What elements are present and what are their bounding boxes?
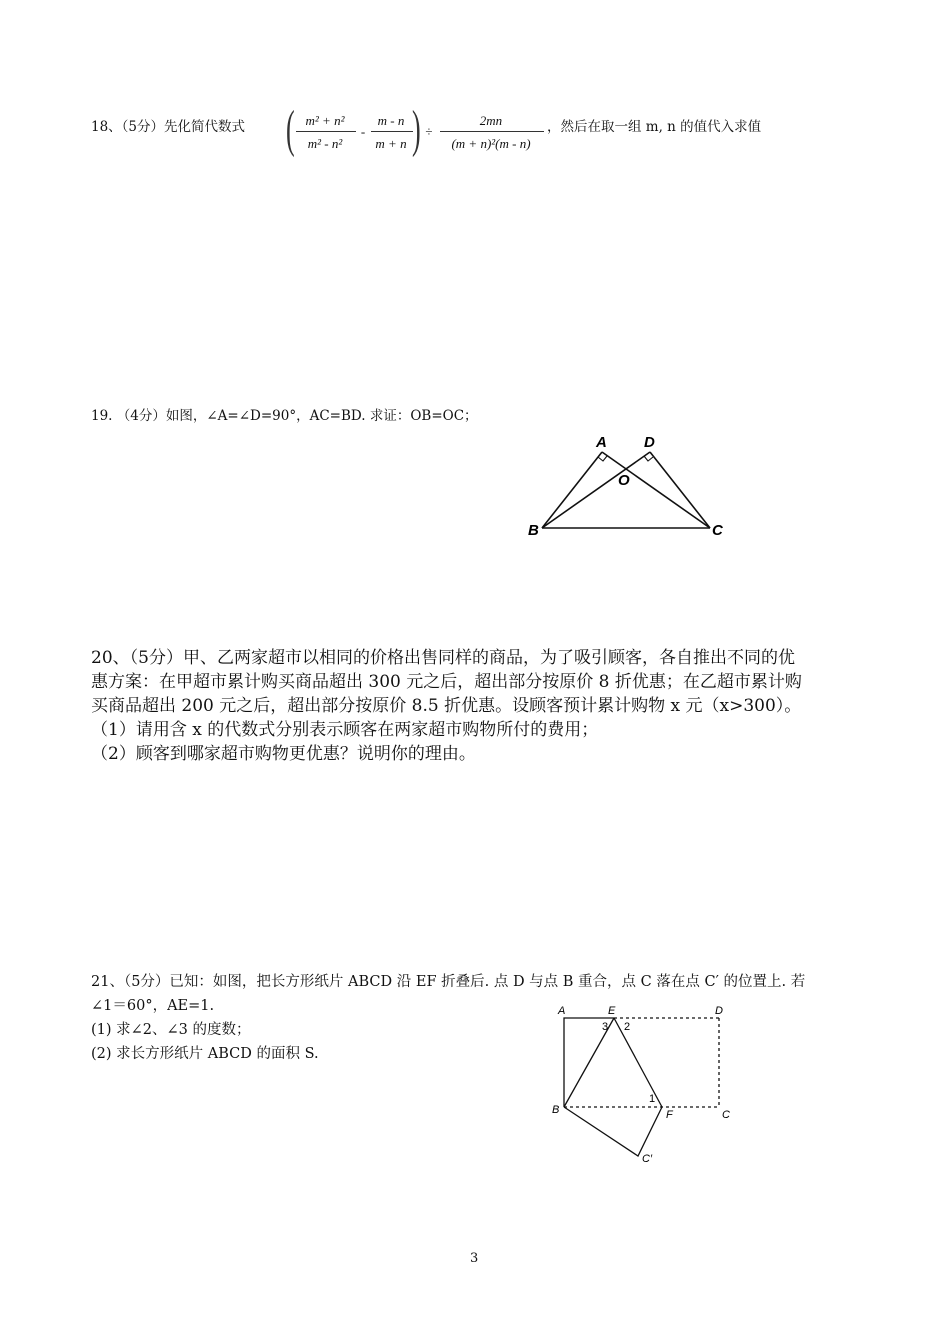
left-paren: ( — [286, 101, 295, 158]
q21-part1: (1) 求∠2、∠3 的度数； — [91, 1022, 251, 1038]
label-c: C — [722, 1109, 730, 1121]
right-angle-mark-d — [644, 456, 653, 461]
label-e: E — [608, 1005, 616, 1017]
segment-dc — [650, 452, 710, 528]
fraction2-denominator: m + n — [375, 136, 407, 151]
q20-line2: 惠方案：在甲超市累计购买商品超出 300 元之后，超出部分按原价 8 折优惠；在乙超市累计购 — [91, 672, 802, 692]
label-o: O — [618, 472, 630, 489]
fraction1-bar — [296, 131, 356, 132]
segment-bd — [542, 452, 650, 528]
fraction1-denominator: m² - n² — [307, 136, 343, 151]
segment-ba — [542, 452, 602, 528]
label-c-prime: C′ — [642, 1153, 653, 1165]
page-number: 3 — [470, 1251, 479, 1266]
label-f: F — [666, 1109, 673, 1121]
label-b: B — [528, 522, 539, 539]
q20-part2: （2）顾客到哪家超市购物更优惠？说明你的理由。 — [91, 744, 476, 764]
q21-line2: ∠1＝60°，AE=1. — [91, 998, 215, 1014]
fraction3-bar — [440, 131, 544, 132]
label-a: A — [596, 434, 607, 451]
q18-prefix: 18、（5分）先化简代数式 — [91, 119, 246, 135]
q21-part2: (2) 求长方形纸片 ABCD 的面积 S. — [91, 1046, 319, 1062]
angle-label-1: 1 — [649, 1093, 656, 1105]
segment-ac — [602, 452, 710, 528]
fraction3-numerator: 2mn — [479, 113, 503, 128]
label-d: D — [644, 434, 655, 451]
q21-line1: 21、（5分）已知：如图，把长方形纸片 ABCD 沿 EF 折叠后. 点 D 与点 B 重合，点 C 落在点 C′ 的位置上. 若 — [91, 974, 806, 990]
folded-flap — [564, 1107, 662, 1156]
label-a: A — [558, 1005, 566, 1017]
fraction2-bar — [371, 131, 413, 132]
angle-label-3: 3 — [602, 1021, 609, 1033]
divide-sign: ÷ — [425, 124, 433, 139]
q21-fold-figure — [548, 1000, 748, 1168]
q20-text — [91, 646, 871, 766]
right-angle-mark-a — [598, 456, 607, 461]
q20-line3: 买商品超出 200 元之后，超出部分按原价 8.5 折优惠。设顾客预计累计购物 x 元（x>300）。 — [91, 696, 802, 716]
q19-text: 19. （4分）如图，∠A=∠D=90°，AC=BD. 求证：OB=OC； — [91, 408, 478, 424]
fraction1-numerator: m² + n² — [305, 113, 345, 128]
q20-part1: （1）请用含 x 的代数式分别表示顾客在两家超市购物所付的费用； — [91, 720, 599, 740]
fraction3-denominator: (m + n)²(m - n) — [451, 136, 531, 151]
q18-suffix: ，然后在取一组 m, n 的值代入求值 — [547, 119, 762, 135]
q19-triangle-figure — [520, 428, 740, 543]
minus-sign: - — [360, 124, 366, 139]
label-c: C — [712, 522, 723, 539]
right-paren: ) — [412, 101, 421, 158]
angle-label-2: 2 — [624, 1021, 631, 1033]
fraction2-numerator: m - n — [377, 113, 405, 128]
label-d: D — [715, 1005, 723, 1017]
label-b: B — [552, 1104, 560, 1116]
q20-line1: 20、（5分）甲、乙两家超市以相同的价格出售同样的商品，为了吸引顾客，各自推出不同的优 — [91, 648, 795, 668]
